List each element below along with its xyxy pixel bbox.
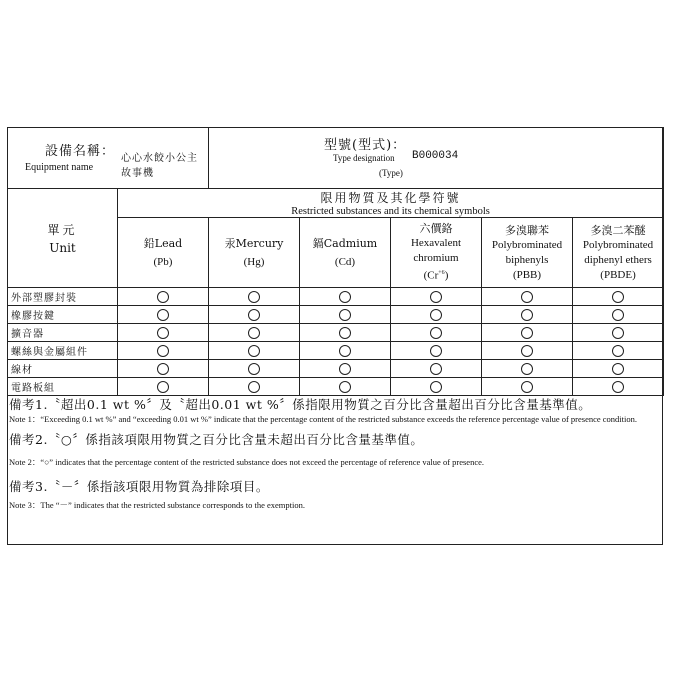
column-lead-symbol: (Pb) — [153, 255, 173, 268]
table-row — [8, 378, 664, 396]
mark-cell — [573, 324, 664, 342]
column-pbde — [573, 218, 664, 288]
column-pbde-symbol: (PBDE) — [600, 268, 636, 281]
column-mercury-name: 汞Mercury — [224, 236, 284, 250]
mark-cell — [209, 378, 300, 396]
circle-mark-icon — [521, 345, 533, 357]
table-row — [8, 360, 664, 378]
mark-cell — [573, 342, 664, 360]
column-chromium-symbol — [391, 266, 481, 284]
substances-title-zh: 限用物質及其化學符號 — [320, 191, 461, 205]
column-chromium-en1: Hexavalent — [410, 237, 462, 250]
column-cadmium-symbol: (Cd) — [334, 255, 356, 268]
mark-cell — [118, 378, 209, 396]
row-label: 電路板組 — [8, 378, 118, 396]
column-pbb-symbol: (PBB) — [512, 268, 542, 281]
mark-cell — [209, 360, 300, 378]
mark-cell — [300, 360, 391, 378]
mark-cell — [118, 306, 209, 324]
column-cadmium-name: 鎘Cadmium — [312, 236, 378, 250]
column-pbde-en2: diphenyl ethers — [584, 253, 652, 266]
type-sub: (Type) — [379, 168, 403, 178]
mark-cell — [300, 324, 391, 342]
column-chromium-en2: chromium — [413, 252, 459, 265]
circle-mark-icon — [521, 327, 533, 339]
column-pbde-en1: Polybrominated — [582, 238, 654, 251]
circle-mark-icon — [157, 381, 169, 393]
table-row — [8, 288, 664, 306]
mark-cell — [209, 306, 300, 324]
column-pbb — [482, 218, 573, 288]
type-designation-cell — [209, 128, 664, 189]
circle-mark-icon — [157, 327, 169, 339]
mark-cell — [391, 342, 482, 360]
equipment-label-zh: 設備名稱： — [45, 144, 116, 159]
column-cadmium — [300, 218, 391, 288]
circle-mark-icon — [430, 309, 442, 321]
column-hexavalent-chromium — [391, 218, 482, 288]
mark-cell — [391, 306, 482, 324]
mark-cell — [391, 360, 482, 378]
mark-cell — [482, 306, 573, 324]
circle-mark-icon — [612, 327, 624, 339]
column-pbb-zh: 多溴聯苯 — [505, 223, 549, 237]
mark-cell — [482, 324, 573, 342]
circle-mark-icon — [157, 345, 169, 357]
circle-mark-icon — [248, 327, 260, 339]
circle-mark-icon — [430, 363, 442, 375]
circle-mark-icon — [612, 309, 624, 321]
column-lead-name: 鉛Lead — [143, 236, 183, 250]
unit-rows — [8, 288, 664, 396]
note1-zh: 備考1.〝超出0.1 wt %〞及〝超出0.01 wt %〞係指限用物質之百分比含量超出百分比含量基準值。 — [9, 397, 592, 412]
note3-zh: 備考3.〝－〞係指該項限用物質為排除項目。 — [9, 479, 269, 494]
circle-mark-icon — [612, 345, 624, 357]
chromium-symbol-text: (Cr — [423, 269, 439, 282]
mark-cell — [391, 324, 482, 342]
row-label: 橡膠按鍵 — [8, 306, 118, 324]
mark-cell — [209, 342, 300, 360]
table-row — [8, 324, 664, 342]
equipment-label-en: Equipment name — [25, 162, 94, 173]
type-label-en: Type designation — [333, 153, 395, 163]
equipment-name-cell — [8, 128, 209, 189]
circle-mark-icon — [339, 345, 351, 357]
mark-cell — [118, 342, 209, 360]
row-label: 擴音器 — [8, 324, 118, 342]
note1-en: Note 1：“Exceeding 0.1 wt %” and “exceeding 0.01 wt %” indicate that the percentage content of the restricted substance exceeds the reference percentage value of presence condition. — [9, 414, 638, 424]
circle-mark-icon — [612, 291, 624, 303]
mark-cell — [118, 324, 209, 342]
circle-mark-icon — [430, 327, 442, 339]
circle-mark-icon — [339, 327, 351, 339]
note3-en: Note 3：The “－” indicates that the restricted substance corresponds to the exemption. — [9, 500, 305, 510]
mark-cell — [573, 360, 664, 378]
circle-mark-icon — [157, 363, 169, 375]
circle-mark-icon — [248, 381, 260, 393]
circle-mark-icon — [612, 363, 624, 375]
mark-cell — [391, 378, 482, 396]
row-label: 線材 — [8, 360, 118, 378]
column-mercury — [209, 218, 300, 288]
type-value: B000034 — [412, 150, 459, 162]
row-label: 螺絲與金屬組件 — [8, 342, 118, 360]
circle-mark-icon — [521, 291, 533, 303]
circle-mark-icon — [157, 309, 169, 321]
circle-mark-icon — [521, 309, 533, 321]
mark-cell — [209, 288, 300, 306]
circle-mark-icon — [339, 381, 351, 393]
mark-cell — [118, 360, 209, 378]
circle-mark-icon — [430, 291, 442, 303]
mark-cell — [300, 306, 391, 324]
rohs-table — [7, 127, 664, 396]
mark-cell — [482, 342, 573, 360]
equipment-value: 心心水餃小公主故事機 — [121, 153, 198, 179]
unit-header-cell — [8, 189, 118, 288]
mark-cell — [573, 288, 664, 306]
circle-mark-icon — [248, 345, 260, 357]
column-pbde-zh: 多溴二苯醚 — [590, 223, 646, 237]
circle-mark-icon — [521, 363, 533, 375]
mark-cell — [573, 378, 664, 396]
circle-mark-icon — [339, 291, 351, 303]
mark-cell — [209, 324, 300, 342]
circle-mark-icon — [521, 381, 533, 393]
note2-zh: 備考2.〝○〞係指該項限用物質之百分比含量未超出百分比含量基準值。 — [9, 432, 424, 447]
column-lead — [118, 218, 209, 288]
table-row — [8, 306, 664, 324]
mark-cell — [573, 306, 664, 324]
mark-cell — [300, 288, 391, 306]
column-mercury-symbol: (Hg) — [243, 255, 265, 268]
chromium-symbol-sup: +6 — [438, 270, 445, 277]
circle-mark-icon — [248, 309, 260, 321]
notes-section — [9, 395, 659, 511]
circle-mark-icon — [339, 309, 351, 321]
column-pbb-en1: Polybrominated — [491, 238, 563, 251]
mark-cell — [391, 288, 482, 306]
mark-cell — [300, 378, 391, 396]
circle-mark-icon — [339, 363, 351, 375]
note2-en: Note 2：“○” indicates that the percentage content of the restricted substance does not exceed the percentage of reference value of presence. — [9, 457, 484, 467]
mark-cell — [482, 360, 573, 378]
type-label-zh: 型號(型式)： — [324, 138, 407, 153]
unit-label-zh: 單元 — [47, 223, 78, 237]
circle-mark-icon — [157, 291, 169, 303]
mark-cell — [482, 378, 573, 396]
substances-title-en: Restricted substances and its chemical symbols — [291, 206, 490, 217]
chromium-symbol-end: ) — [444, 269, 449, 282]
circle-mark-icon — [612, 381, 624, 393]
column-chromium-zh: 六價鉻 — [419, 222, 453, 236]
circle-mark-icon — [430, 345, 442, 357]
mark-cell — [482, 288, 573, 306]
mark-cell — [118, 288, 209, 306]
table-row — [8, 342, 664, 360]
circle-mark-icon — [430, 381, 442, 393]
substances-title-cell — [118, 189, 664, 218]
column-pbb-en2: biphenyls — [505, 253, 549, 266]
row-label: 外部塑膠封裝 — [8, 288, 118, 306]
circle-mark-icon — [248, 363, 260, 375]
mark-cell — [300, 342, 391, 360]
unit-label-en: Unit — [49, 241, 76, 255]
circle-mark-icon — [248, 291, 260, 303]
